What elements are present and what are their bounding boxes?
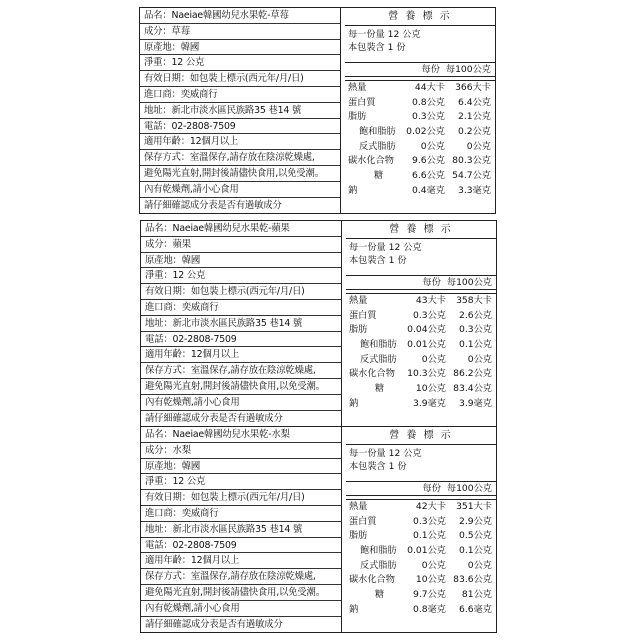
per-serving-value: 10.3公克 <box>407 368 446 380</box>
per-serving-value: 0.02公克 <box>406 126 445 138</box>
per-100g-value: 0.5公克 <box>459 530 492 542</box>
per-serving-value: 0.04公克 <box>407 324 446 336</box>
nutrient-name: 糖 <box>375 383 385 395</box>
per-100g-value: 366大卡 <box>455 82 491 93</box>
nutrient-name: 熱量 <box>349 501 368 512</box>
nutrient-name: 熱量 <box>349 295 368 306</box>
nutrient-row <box>345 81 495 96</box>
storage-line-3: 內有乾燥劑,請小心食用 <box>141 601 341 617</box>
nutrition-title: 營 養 標 示 <box>345 8 495 26</box>
allergen-note: 請仔細確認成分表是否有過敏成分 <box>144 199 282 211</box>
nutrient-name: 糖 <box>375 589 385 601</box>
per-100g-value: 83.4公克 <box>453 383 492 395</box>
per-100g-value: 0公克 <box>466 140 491 152</box>
nutrient-name: 反式脂肪 <box>360 559 397 571</box>
nutrient-row <box>346 309 496 324</box>
nutrition-title: 營 養 標 示 <box>346 427 496 445</box>
allergen-note: 請仔細確認成分表是否有過敏成分 <box>145 412 283 424</box>
storage-line-3: 內有乾燥劑,請小心食用 <box>141 395 341 411</box>
nutrient-name: 脂肪 <box>348 111 367 123</box>
nutrition-column-header <box>346 481 496 496</box>
nutrient-name: 鈉 <box>348 184 358 196</box>
per-serving-value: 43大卡 <box>415 295 446 306</box>
nutrient-name: 糖 <box>374 170 384 182</box>
per-serving-value: 42大卡 <box>415 501 446 512</box>
servings-per-pack: 本包裝含 1 份 <box>348 41 406 53</box>
nutrient-row <box>345 140 495 155</box>
allergen-note: 請仔細確認成分表是否有過敏成分 <box>145 618 283 630</box>
per-100g-value: 358大卡 <box>456 295 492 306</box>
origin: 原產地：韓國 <box>140 40 340 56</box>
per-100g-value: 86.2公克 <box>453 368 492 380</box>
nutrition-column-header <box>345 62 495 77</box>
per-serving-value: 44大卡 <box>414 82 445 93</box>
serving-info <box>346 239 496 271</box>
per-100g-value: 81公克 <box>461 589 492 601</box>
product-label-pear <box>140 426 497 633</box>
per-100g-value: 83.6公克 <box>453 574 492 586</box>
nutrient-row <box>345 110 495 125</box>
nutrient-name: 脂肪 <box>349 530 368 542</box>
per-100g-value: 3.3毫克 <box>458 184 491 196</box>
phone: 電話：02-2808-7509 <box>141 538 341 554</box>
nutrient-row <box>346 323 496 338</box>
per-serving-value: 0.3公克 <box>413 309 446 321</box>
per-100g-value: 54.7公克 <box>452 170 491 182</box>
per-100g-value: 2.9公克 <box>459 515 492 527</box>
ingredients: 成分：蘋果 <box>141 237 341 253</box>
nutrient-row <box>346 338 496 353</box>
per-100g-value: 80.3公克 <box>452 155 491 167</box>
expiry-date: 有效日期：如包裝上標示(西元年/月/日) <box>140 71 340 87</box>
nutrient-row <box>346 515 496 530</box>
per-serving-value: 0.01公克 <box>407 545 446 557</box>
per-serving-value: 0公克 <box>420 140 445 152</box>
servings-per-pack: 本包裝含 1 份 <box>349 254 407 266</box>
storage-line-3: 內有乾燥劑,請小心食用 <box>140 182 340 198</box>
suitable-age: 適用年齡：12個月以上 <box>141 347 341 363</box>
storage-line-1: 保存方式：室溫保存,請存放在陰涼乾燥處, <box>141 569 341 585</box>
col-per-100g: 每100公克 <box>446 483 492 494</box>
nutrient-row <box>345 154 495 169</box>
storage-line-2: 避免陽光直射,開封後請儘快食用,以免受潮。 <box>141 585 341 601</box>
nutrient-name: 碳水化合物 <box>348 155 394 167</box>
nutrient-name: 蛋白質 <box>349 515 377 527</box>
nutrient-row <box>346 559 496 574</box>
per-100g-value: 0.2公克 <box>458 126 491 138</box>
ingredients: 成分：水梨 <box>141 443 341 459</box>
nutrient-row <box>345 184 495 199</box>
per-100g-value: 0.1公克 <box>459 545 492 557</box>
col-per-serving: 每份 <box>421 64 440 75</box>
per-serving-value: 10公克 <box>415 574 446 586</box>
serving-size: 每一份量 12 公克 <box>349 242 422 253</box>
product-info-table <box>141 427 342 632</box>
serving-info <box>345 26 495 58</box>
product-label-apple <box>140 220 497 427</box>
product-name: 品名：Naeiae韓國幼兒水果乾-水梨 <box>141 427 341 443</box>
nutrient-name: 飽和脂肪 <box>360 339 397 351</box>
nutrient-name: 鈉 <box>349 603 359 615</box>
nutrient-row <box>346 573 496 588</box>
product-info-table <box>140 8 341 213</box>
per-100g-value: 3.9毫克 <box>459 397 492 409</box>
nutrient-row <box>346 588 496 603</box>
nutrition-facts <box>346 221 496 426</box>
product-name: 品名：Naeiae韓國幼兒水果乾-草莓 <box>140 8 340 24</box>
per-100g-value: 6.4公克 <box>458 96 491 108</box>
per-serving-value: 0.3公克 <box>412 111 445 123</box>
nutrient-name: 碳水化合物 <box>349 368 395 380</box>
serving-info <box>346 445 496 477</box>
nutrient-name: 碳水化合物 <box>349 574 395 586</box>
phone: 電話：02-2808-7509 <box>140 119 340 135</box>
nutrient-name: 蛋白質 <box>348 96 376 108</box>
nutrient-row <box>346 544 496 559</box>
storage-line-1: 保存方式：室溫保存,請存放在陰涼乾燥處, <box>140 150 340 166</box>
per-serving-value: 9.7公克 <box>413 589 446 601</box>
storage-line-2: 避免陽光直射,開封後請儘快食用,以免受潮。 <box>140 166 340 182</box>
nutrient-name: 飽和脂肪 <box>359 126 396 138</box>
suitable-age: 適用年齡：12個月以上 <box>141 553 341 569</box>
per-100g-value: 351大卡 <box>456 501 492 512</box>
per-100g-value: 0公克 <box>467 353 492 365</box>
per-serving-value: 0公克 <box>421 353 446 365</box>
nutrient-name: 反式脂肪 <box>359 140 396 152</box>
col-per-100g: 每100公克 <box>445 64 491 75</box>
net-weight: 淨重：12 公克 <box>141 268 341 284</box>
expiry-date: 有效日期：如包裝上標示(西元年/月/日) <box>141 284 341 300</box>
nutrient-name: 蛋白質 <box>349 309 377 321</box>
nutrient-row <box>346 529 496 544</box>
nutrient-name: 反式脂肪 <box>360 353 397 365</box>
per-serving-value: 6.6公克 <box>412 170 445 182</box>
nutrient-row <box>345 96 495 111</box>
origin: 原產地：韓國 <box>141 459 341 475</box>
nutrition-facts <box>346 427 496 632</box>
product-info-table <box>141 221 342 426</box>
per-100g-value: 0.3公克 <box>459 324 492 336</box>
nutrient-row <box>346 382 496 397</box>
nutrient-name: 鈉 <box>349 397 359 409</box>
nutrient-row <box>346 500 496 515</box>
suitable-age: 適用年齡：12個月以上 <box>140 134 340 150</box>
col-per-serving: 每份 <box>422 277 441 288</box>
product-label-strawberry <box>139 7 496 214</box>
per-serving-value: 10公克 <box>415 383 446 395</box>
serving-size: 每一份量 12 公克 <box>349 448 422 459</box>
per-serving-value: 0公克 <box>421 559 446 571</box>
per-serving-value: 3.9毫克 <box>413 397 446 409</box>
ingredients: 成分：草莓 <box>140 24 340 40</box>
address: 地址：新北市淡水區民族路35 巷14 號 <box>141 522 341 538</box>
nutrient-name: 飽和脂肪 <box>360 545 397 557</box>
nutrient-row <box>345 169 495 184</box>
nutrition-facts <box>345 8 495 213</box>
address: 地址：新北市淡水區民族路35 巷14 號 <box>140 103 340 119</box>
per-100g-value: 0.1公克 <box>459 339 492 351</box>
nutrient-row <box>346 353 496 368</box>
per-100g-value: 6.6毫克 <box>459 603 492 615</box>
net-weight: 淨重：12 公克 <box>141 474 341 490</box>
expiry-date: 有效日期：如包裝上標示(西元年/月/日) <box>141 490 341 506</box>
per-serving-value: 0.8公克 <box>412 96 445 108</box>
address: 地址：新北市淡水區民族路35 巷14 號 <box>141 316 341 332</box>
phone: 電話：02-2808-7509 <box>141 332 341 348</box>
storage-line-1: 保存方式：室溫保存,請存放在陰涼乾燥處, <box>141 363 341 379</box>
nutrition-column-header <box>346 275 496 290</box>
nutrient-name: 脂肪 <box>349 324 368 336</box>
servings-per-pack: 本包裝含 1 份 <box>349 460 407 472</box>
col-per-serving: 每份 <box>422 483 441 494</box>
nutrient-row <box>346 294 496 309</box>
product-name: 品名：Naeiae韓國幼兒水果乾-蘋果 <box>141 221 341 237</box>
importer: 進口商：奕威商行 <box>140 87 340 103</box>
per-serving-value: 9.6公克 <box>412 155 445 167</box>
nutrient-row <box>346 397 496 412</box>
nutrient-name: 熱量 <box>348 82 367 93</box>
serving-size: 每一份量 12 公克 <box>348 29 421 40</box>
nutrient-row <box>346 367 496 382</box>
per-100g-value: 0公克 <box>467 559 492 571</box>
nutrient-row <box>346 603 496 618</box>
net-weight: 淨重：12 公克 <box>140 55 340 71</box>
per-serving-value: 0.1公克 <box>413 530 446 542</box>
col-per-100g: 每100公克 <box>446 277 492 288</box>
per-serving-value: 0.01公克 <box>407 339 446 351</box>
importer: 進口商：奕威商行 <box>141 300 341 316</box>
nutrient-row <box>345 125 495 140</box>
per-serving-value: 0.8毫克 <box>413 603 446 615</box>
origin: 原產地：韓國 <box>141 253 341 269</box>
nutrition-title: 營 養 標 示 <box>346 221 496 239</box>
per-100g-value: 2.6公克 <box>459 309 492 321</box>
importer: 進口商：奕威商行 <box>141 506 341 522</box>
per-serving-value: 0.4毫克 <box>412 184 445 196</box>
per-100g-value: 2.1公克 <box>458 111 491 123</box>
storage-line-2: 避免陽光直射,開封後請儘快食用,以免受潮。 <box>141 379 341 395</box>
per-serving-value: 0.3公克 <box>413 515 446 527</box>
